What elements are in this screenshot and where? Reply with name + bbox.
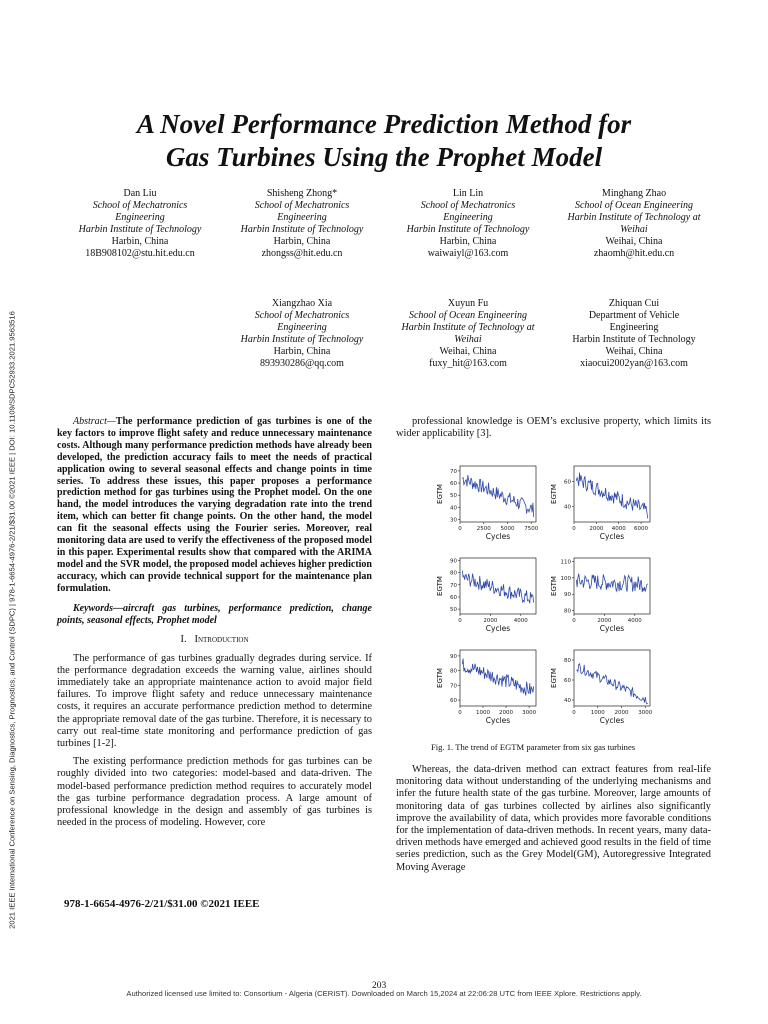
x-tick-label: 4000 xyxy=(627,618,642,624)
author-affiliation: Weihai xyxy=(454,334,482,345)
x-tick-label: 2000 xyxy=(589,526,604,532)
y-tick-label: 90 xyxy=(564,592,571,599)
author-email: 893930286@qq.com xyxy=(260,358,344,369)
egtm-chart-grid xyxy=(430,458,670,736)
author-name: Dan Liu xyxy=(123,188,157,199)
x-tick-label: 0 xyxy=(458,710,462,716)
author-affiliation: Engineering xyxy=(609,322,659,333)
y-tick-label: 110 xyxy=(560,559,571,566)
x-tick-label: 4000 xyxy=(611,526,626,532)
section-title: Introduction xyxy=(194,634,249,646)
x-axis-label: Cycles xyxy=(485,716,511,725)
author-email: 18B908102@stu.hit.edu.cn xyxy=(85,248,195,259)
title-line-1: A Novel Performance Prediction Method for xyxy=(136,109,632,139)
y-axis-label: EGTM xyxy=(436,668,444,688)
series-line xyxy=(462,571,533,604)
series-line xyxy=(462,475,533,517)
author-block xyxy=(50,188,230,260)
right-paragraph-2: Whereas, the data-driven method can extract features from real-life monitoring data without understanding of the underlying mechanisms and infer the future health state of the gas turbine. Moreover, large amounts of monitoring data of gas turbines collected by airlines also significantly improve the availability of data, which provides more favorable conditions for the implementation of data-driven methods. In recent years, many data-driven methods have emerged and achieved good results in the field of time series prediction, such as the Grey Model(GM), Autoregressive Integrated Moving Average xyxy=(396,764,711,873)
y-axis-label: EGTM xyxy=(550,668,558,688)
side-metadata xyxy=(5,240,19,1000)
x-axis-label: Cycles xyxy=(599,624,625,633)
author-name: Zhiquan Cui xyxy=(608,298,660,309)
x-tick-label: 2000 xyxy=(499,710,514,716)
y-axis-label: EGTM xyxy=(436,484,444,504)
plot-frame xyxy=(460,558,536,614)
author-email: zhongss@hit.edu.cn xyxy=(261,248,343,259)
author-city: Harbin, China xyxy=(273,236,331,247)
author-affiliation: Engineering xyxy=(115,212,165,223)
x-tick-label: 2000 xyxy=(483,618,498,624)
author-block xyxy=(378,298,558,370)
author-affiliation: School of Mechatronics xyxy=(254,200,350,211)
x-tick-label: 0 xyxy=(458,618,462,624)
author-affiliation: School of Ocean Engineering xyxy=(408,310,528,321)
y-tick-label: 40 xyxy=(564,698,571,704)
chart-panel xyxy=(550,466,650,541)
y-axis-label: EGTM xyxy=(436,576,444,596)
y-tick-label: 60 xyxy=(564,479,571,486)
series-line xyxy=(576,473,647,519)
author-city: Weihai, China xyxy=(605,346,663,357)
intro-paragraph-2: The existing performance prediction methods for gas turbines can be roughly divided into two categories: model-based and data-driven. The model-based performance prediction method requires to accurately model the gas turbine performance degradation process. A large amount of professional knowledge in the design and assembly of gas turbines is needed in the process of modeling. However, core xyxy=(57,756,372,829)
author-affiliation: Harbin Institute of Technology xyxy=(240,224,364,235)
paper-title xyxy=(0,108,768,174)
author-affiliation: Harbin Institute of Technology at xyxy=(401,322,535,333)
author-block xyxy=(544,298,724,370)
y-tick-label: 80 xyxy=(564,658,571,664)
x-tick-label: 5000 xyxy=(500,526,515,532)
chart-panel xyxy=(436,558,536,633)
y-tick-label: 50 xyxy=(450,493,457,500)
author-city: Harbin, China xyxy=(439,236,497,247)
plot-frame xyxy=(574,466,650,522)
y-tick-label: 90 xyxy=(450,558,457,565)
x-tick-label: 0 xyxy=(572,618,576,624)
x-tick-label: 2500 xyxy=(476,526,491,532)
y-tick-label: 50 xyxy=(450,607,457,614)
x-tick-label: 0 xyxy=(458,526,462,532)
x-tick-label: 4000 xyxy=(513,618,528,624)
section-number: I. xyxy=(180,634,187,646)
left-column xyxy=(57,416,372,835)
y-tick-label: 90 xyxy=(450,653,457,660)
plot-frame xyxy=(574,650,650,706)
author-affiliation: Engineering xyxy=(443,212,493,223)
author-name: Lin Lin xyxy=(452,188,484,199)
x-tick-label: 1000 xyxy=(590,710,605,716)
keywords: Keywords—aircraft gas turbines, performance prediction, change points, seasonal effects, Prophet model xyxy=(57,602,372,626)
author-email: xiaocui2002yan@163.com xyxy=(580,358,688,369)
right-column-bottom xyxy=(396,764,711,880)
side-metadata-text: 2021 IEEE International Conference on Sensing, Diagnostics, Prognostics, and Control (SDPC) | 978-1-6654-4976-2/21/$31.00 ©2021 IEEE | DOI: 10.1109/SDPC52933.2021.9563516 xyxy=(7,311,17,929)
author-email: waiwaiyl@163.com xyxy=(427,248,509,259)
author-block xyxy=(212,188,392,260)
y-tick-label: 80 xyxy=(564,608,571,615)
author-city: Weihai, China xyxy=(605,236,663,247)
author-affiliation: School of Mechatronics xyxy=(420,200,516,211)
abstract-lead: Abstract— xyxy=(73,416,116,427)
series-line xyxy=(576,574,647,593)
y-tick-label: 80 xyxy=(450,570,457,577)
author-email: fuxy_hit@163.com xyxy=(429,358,507,369)
chart-panel xyxy=(550,558,650,633)
y-tick-label: 30 xyxy=(450,517,457,524)
author-city: Harbin, China xyxy=(273,346,331,357)
y-axis-label: EGTM xyxy=(550,576,558,596)
x-tick-label: 2000 xyxy=(614,710,629,716)
series-line xyxy=(462,659,533,696)
x-tick-label: 1000 xyxy=(476,710,491,716)
author-name: Xuyun Fu xyxy=(447,298,489,309)
y-tick-label: 40 xyxy=(450,505,457,512)
x-axis-label: Cycles xyxy=(599,716,625,725)
x-axis-label: Cycles xyxy=(485,624,511,633)
author-block xyxy=(212,298,392,370)
y-tick-label: 70 xyxy=(450,468,457,475)
author-name: Xiangzhao Xia xyxy=(271,298,333,309)
page-number: 203 xyxy=(372,981,387,991)
y-axis-label: EGTM xyxy=(550,484,558,504)
abstract-body: The performance prediction of gas turbines is one of the key factors to improve flight safety and reduce unnecessary maintenance costs. Although many performance prediction methods have already been developed, the prediction accuracy fails to meet the needs of practical application owing to several seasonal effects and change points in time series. To address these issues, this paper proposes a performance prediction method for gas turbines using the Prophet model. On the one hand, the model introduces the varying degradation rate into the trend item, which can better fit change points. On the other hand, the model can fit the seasonal effects using the Fourier series. Moreover, real monitoring data are used to verify the effectiveness of the proposed model in this paper. Experimental results show that compared with the ARIMA model and the SVR model, the proposed model achieves higher prediction accuracy, which can provide technical support for the maintenance plan formulation. xyxy=(57,416,372,594)
author-block xyxy=(544,188,724,260)
x-tick-label: 7500 xyxy=(524,526,539,532)
y-tick-label: 70 xyxy=(450,582,457,589)
chart-panel xyxy=(550,650,653,725)
author-affiliation: School of Mechatronics xyxy=(254,310,350,321)
y-tick-label: 60 xyxy=(450,481,457,488)
x-tick-label: 0 xyxy=(572,710,576,716)
author-affiliation: Harbin Institute of Technology at xyxy=(567,212,701,223)
author-block xyxy=(378,188,558,260)
copyright-notice: 978-1-6654-4976-2/21/$31.00 ©2021 IEEE xyxy=(64,898,260,910)
chart-panel xyxy=(436,650,537,725)
right-column-top xyxy=(396,416,711,446)
y-tick-label: 60 xyxy=(450,594,457,601)
author-affiliation: Harbin Institute of Technology xyxy=(240,334,364,345)
title-line-2: Gas Turbines Using the Prophet Model xyxy=(165,142,603,172)
series-line xyxy=(576,664,647,704)
x-tick-label: 3000 xyxy=(638,710,653,716)
intro-paragraph-1: The performance of gas turbines gradually degrades during service. If the performance degradation exceeds the warning value, airlines should immediately take an appropriate maintenance action to avoid major field failures. To improve flight safety and reduce unnecessary maintenance costs, it requires an accurate performance prediction method to determine the appropriate removal date of the gas turbine. Therefore, it is necessary to carry out real-time state monitoring and performance prediction of gas turbines [1-2]. xyxy=(57,652,372,750)
author-affiliation: Harbin Institute of Technology xyxy=(78,224,202,235)
x-axis-label: Cycles xyxy=(485,532,511,541)
y-tick-label: 60 xyxy=(450,698,457,705)
figure-caption: Fig. 1. The trend of EGTM parameter from six gas turbines xyxy=(431,742,636,752)
author-affiliation: School of Mechatronics xyxy=(92,200,188,211)
figure-1 xyxy=(430,458,670,736)
author-name: Shisheng Zhong* xyxy=(266,188,338,199)
chart-panel xyxy=(436,466,539,541)
section-heading xyxy=(57,634,372,646)
x-tick-label: 3000 xyxy=(522,710,537,716)
author-affiliation: Engineering xyxy=(277,322,327,333)
author-city: Weihai, China xyxy=(439,346,497,357)
author-email: zhaomh@hit.edu.cn xyxy=(593,248,675,259)
y-tick-label: 80 xyxy=(450,668,457,675)
y-tick-label: 60 xyxy=(564,678,571,684)
author-affiliation: Weihai xyxy=(620,224,648,235)
author-affiliation: Department of Vehicle xyxy=(588,310,680,321)
abstract xyxy=(57,416,372,595)
x-axis-label: Cycles xyxy=(599,532,625,541)
author-affiliation: School of Ocean Engineering xyxy=(574,200,694,211)
plot-frame xyxy=(460,466,536,522)
y-tick-label: 70 xyxy=(450,683,457,690)
y-tick-label: 100 xyxy=(560,575,571,582)
x-tick-label: 2000 xyxy=(597,618,612,624)
author-affiliation: Harbin Institute of Technology xyxy=(572,334,696,345)
right-paragraph-1: professional knowledge is OEM’s exclusive property, which limits its wider applicability [3]. xyxy=(396,416,711,440)
author-name: Minghang Zhao xyxy=(601,188,667,199)
x-tick-label: 6000 xyxy=(634,526,649,532)
y-tick-label: 40 xyxy=(564,504,571,511)
author-affiliation: Engineering xyxy=(277,212,327,223)
x-tick-label: 0 xyxy=(572,526,576,532)
plot-frame xyxy=(574,558,650,614)
author-affiliation: Harbin Institute of Technology xyxy=(406,224,530,235)
author-city: Harbin, China xyxy=(111,236,169,247)
access-footer: Authorized licensed use limited to: Consortium - Algeria (CERIST). Downloaded on March 15,2024 at 22:06:28 UTC from IEEE Xplore. Restrictions apply. xyxy=(126,989,642,998)
